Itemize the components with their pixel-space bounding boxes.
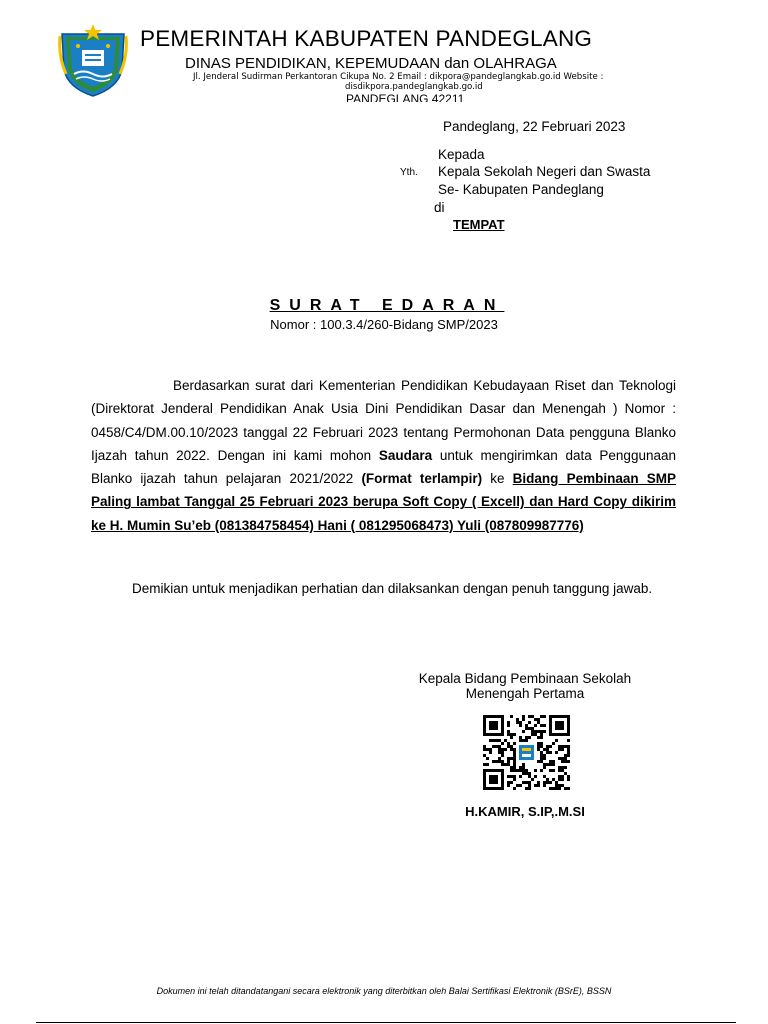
tempat-label: TEMPAT bbox=[453, 217, 505, 232]
signatory-name: H.KAMIR, S.IP,.M.SI bbox=[465, 804, 585, 819]
p1-saudara: Saudara bbox=[378, 447, 433, 463]
footer-divider bbox=[36, 1022, 736, 1023]
signatory-position-line-2: Menengah Pertama bbox=[465, 686, 585, 701]
e-signature-note: Dokumen ini telah ditandatangani secara elektronik yang diterbitkan oleh Balai Sertifikasi Elektronik (BSrE), BSSN bbox=[156, 986, 612, 996]
pandeglang-crest-icon bbox=[58, 22, 128, 98]
p1-text-a: Berdasarkan surat dari Kementerian Pendidikan Kebudayaan Riset dan Teknologi (Direktorat Jenderal Pendidikan Anak Usia Dini Pendidikan Dasar dan Menengah ) Nomor : 0458/C4/DM.00.10/2023 tanggal 22 Februari 2023 tentang Permohonan Data pengguna Blanko Ijazah tahun 2022. Dengan ini kami mohon bbox=[91, 378, 676, 463]
p1-format: (Format terlampir) bbox=[361, 471, 483, 487]
letter-heading: SURAT EDARAN bbox=[269, 297, 505, 314]
signatory-position-line-1: Kepala Bidang Pembinaan Sekolah bbox=[418, 671, 632, 686]
recipient-line-1: Kepala Sekolah Negeri dan Swasta bbox=[438, 164, 651, 179]
department-title: DINAS PENDIDIKAN, KEPEMUDAAN dan OLAHRAGA bbox=[185, 55, 557, 72]
recipient-line-2: Se- Kabupaten Pandeglang bbox=[438, 182, 604, 197]
qr-code-icon bbox=[483, 715, 570, 790]
di-label: di bbox=[434, 200, 445, 215]
p1-ke: ke bbox=[482, 471, 513, 487]
yth-label: Yth. bbox=[400, 167, 418, 178]
p2-text: Demikian untuk menjadikan perhatian dan dilaksankan dengan penuh tanggung jawab. bbox=[132, 581, 653, 596]
government-title: PEMERINTAH KABUPATEN PANDEGLANG bbox=[140, 26, 593, 51]
kepada-label: Kepada bbox=[438, 147, 485, 162]
postal-code: PANDEGLANG 42211 bbox=[346, 92, 465, 102]
letter-number: Nomor : 100.3.4/260-Bidang SMP/2023 bbox=[270, 317, 498, 332]
address-line-2: disdikpora.pandeglangkab.go.id bbox=[345, 82, 483, 92]
letter-date: Pandeglang, 22 Februari 2023 bbox=[443, 119, 626, 134]
body-paragraph-2 bbox=[91, 577, 676, 600]
body-paragraph-1 bbox=[91, 374, 676, 537]
p1-text-b: untuk mengirimkan data Penggunaan Blanko ijazah tahun pelajaran 2021/2022 bbox=[91, 447, 676, 487]
p1-underlined-instruction: Bidang Pembinaan SMP Paling lambat Tanggal 25 Februari 2023 berupa Soft Copy ( Excell) dan Hard Copy dikirim ke H. Mumin Su’eb (081384758454) Hani ( 081295068473) Yuli (087809987776) bbox=[91, 471, 676, 533]
address-line-1: Jl. Jenderal Sudirman Perkantoran Cikupa No. 2 Email : dikpora@pandeglangkab.go.id Website : bbox=[193, 72, 604, 82]
